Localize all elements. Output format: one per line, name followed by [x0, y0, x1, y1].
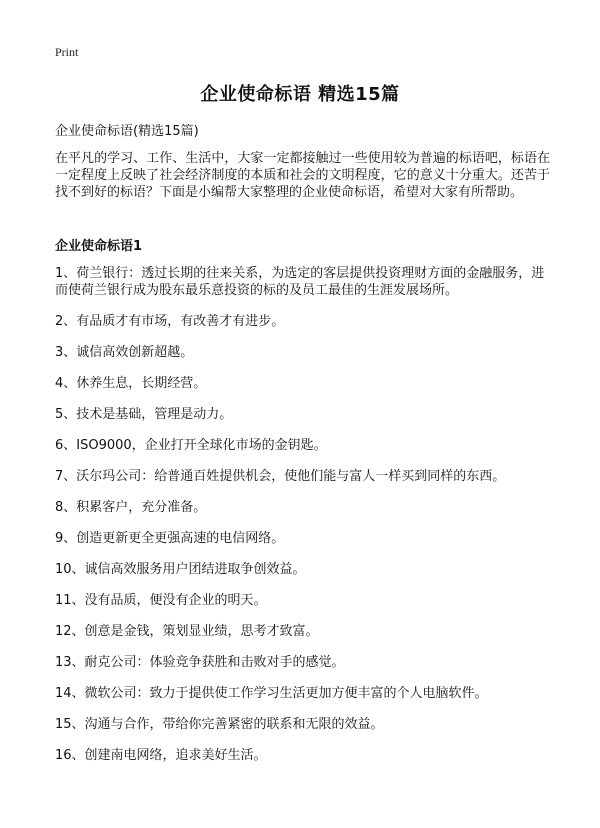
list-item: 8、积累客户，充分准备。	[55, 500, 207, 515]
intro-paragraph: 在平凡的学习、工作、生活中，大家一定都接触过一些使用较为普遍的标语吧，标语在一定程度上反映了社会经济制度的本质和社会的文明程度，它的意义十分重大。还苦于找不到好的标语？下面是小编帮大家整理的企业使命标语，希望对大家有所帮助。	[55, 151, 550, 200]
list-item: 1、荷兰银行：透过长期的往来关系，为选定的客层提供投资理财方面的金融服务，进而使荷兰银行成为股东最乐意投资的标的及员工最佳的生涯发展场所。	[55, 266, 545, 298]
list-item: 13、耐克公司：体验竞争获胜和击败对手的感觉。	[55, 655, 345, 670]
list-item: 5、技术是基础，管理是动力。	[55, 407, 233, 422]
list-item: 16、创建南电网络，追求美好生活。	[55, 748, 267, 763]
list-item: 4、休养生息，长期经营。	[55, 376, 207, 391]
section-heading: 企业使命标语1	[55, 239, 143, 254]
list-item: 14、微软公司：致力于提供使工作学习生活更加方便丰富的个人电脑软件。	[55, 686, 488, 701]
list-item: 6、ISO9000，企业打开全球化市场的金钥匙。	[55, 438, 327, 453]
print-link[interactable]: Print	[55, 45, 79, 59]
list-item: 2、有品质才有市场，有改善才有进步。	[55, 314, 285, 329]
list-item: 12、创意是金钱，策划显业绩，思考才致富。	[55, 624, 319, 639]
list-item: 3、诚信高效创新超越。	[55, 345, 194, 360]
list-item: 10、诚信高效服务用户团结进取争创效益。	[55, 562, 306, 577]
list-item: 7、沃尔玛公司：给普通百姓提供机会，使他们能与富人一样买到同样的东西。	[55, 469, 506, 484]
slogan-list	[55, 265, 550, 778]
page-title: 企业使命标语 精选15篇	[200, 84, 400, 105]
document-subtitle: 企业使命标语(精选15篇)	[55, 124, 199, 139]
list-item: 11、没有品质，便没有企业的明天。	[55, 593, 267, 608]
list-item: 9、创造更新更全更强高速的电信网络。	[55, 531, 285, 546]
list-item: 15、沟通与合作，带给你完善紧密的联系和无限的效益。	[55, 717, 384, 732]
